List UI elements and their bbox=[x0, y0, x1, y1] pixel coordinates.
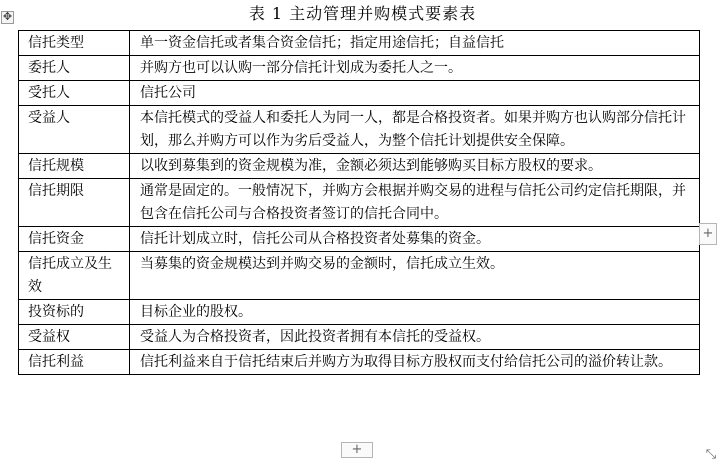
row-value-cell: 本信托模式的受益人和委托人为同一人，都是合格投资者。如果并购方也认购部分信托计划，那么并购方可以作为劣后受益人，为整个信托计划提供安全保障。 bbox=[130, 106, 700, 154]
table-row bbox=[19, 350, 700, 375]
row-value-cell: 并购方也可以认购一部分信托计划成为委托人之一。 bbox=[130, 56, 700, 81]
table-title: 表 1 主动管理并购模式要素表 bbox=[248, 4, 477, 23]
row-value-cell: 信托公司 bbox=[130, 81, 700, 106]
table-row bbox=[19, 325, 700, 350]
table-row bbox=[19, 106, 700, 154]
table-row bbox=[19, 81, 700, 106]
add-row-button[interactable]: + bbox=[341, 442, 373, 458]
row-value-cell: 单一资金信托或者集合资金信托；指定用途信托；自益信托 bbox=[130, 31, 700, 56]
row-key-cell: 信托类型 bbox=[19, 31, 130, 56]
row-key-cell: 受益权 bbox=[19, 325, 130, 350]
row-key-cell: 投资标的 bbox=[19, 300, 130, 325]
row-key-cell: 信托期限 bbox=[19, 179, 130, 227]
table-resize-handle-icon[interactable]: ⤡ bbox=[705, 447, 717, 462]
row-key-cell: 受益人 bbox=[19, 106, 130, 154]
row-key-cell: 信托利益 bbox=[19, 350, 130, 375]
row-key-cell: 信托规模 bbox=[19, 154, 130, 179]
row-value-cell: 以收到募集到的资金规模为准，金额必须达到能够购买目标方股权的要求。 bbox=[130, 154, 700, 179]
table-row bbox=[19, 31, 700, 56]
table-row bbox=[19, 300, 700, 325]
table-move-handle-icon[interactable]: ✥ bbox=[2, 10, 13, 23]
table-row bbox=[19, 56, 700, 81]
row-key-cell: 信托资金 bbox=[19, 227, 130, 252]
requirements-table bbox=[18, 30, 700, 375]
table-row bbox=[19, 154, 700, 179]
table-row bbox=[19, 227, 700, 252]
row-value-cell: 当募集的资金规模达到并购交易的金额时，信托成立生效。 bbox=[130, 252, 700, 300]
row-value-cell: 受益人为合格投资者，因此投资者拥有本信托的受益权。 bbox=[130, 325, 700, 350]
row-value-cell: 信托计划成立时，信托公司从合格投资者处募集的资金。 bbox=[130, 227, 700, 252]
row-value-cell: 信托利益来自于信托结束后并购方为取得目标方股权而支付给信托公司的溢价转让款。 bbox=[130, 350, 700, 375]
add-column-button[interactable]: + bbox=[699, 223, 717, 245]
row-value-cell: 通常是固定的。一般情况下，并购方会根据并购交易的进程与信托公司约定信托期限，并包含在信托公司与合格投资者签订的信托合同中。 bbox=[130, 179, 700, 227]
row-key-cell: 信托成立及生效 bbox=[19, 252, 130, 300]
row-key-cell: 委托人 bbox=[19, 56, 130, 81]
row-value-cell: 目标企业的股权。 bbox=[130, 300, 700, 325]
table-row bbox=[19, 252, 700, 300]
table-row bbox=[19, 179, 700, 227]
row-key-cell: 受托人 bbox=[19, 81, 130, 106]
